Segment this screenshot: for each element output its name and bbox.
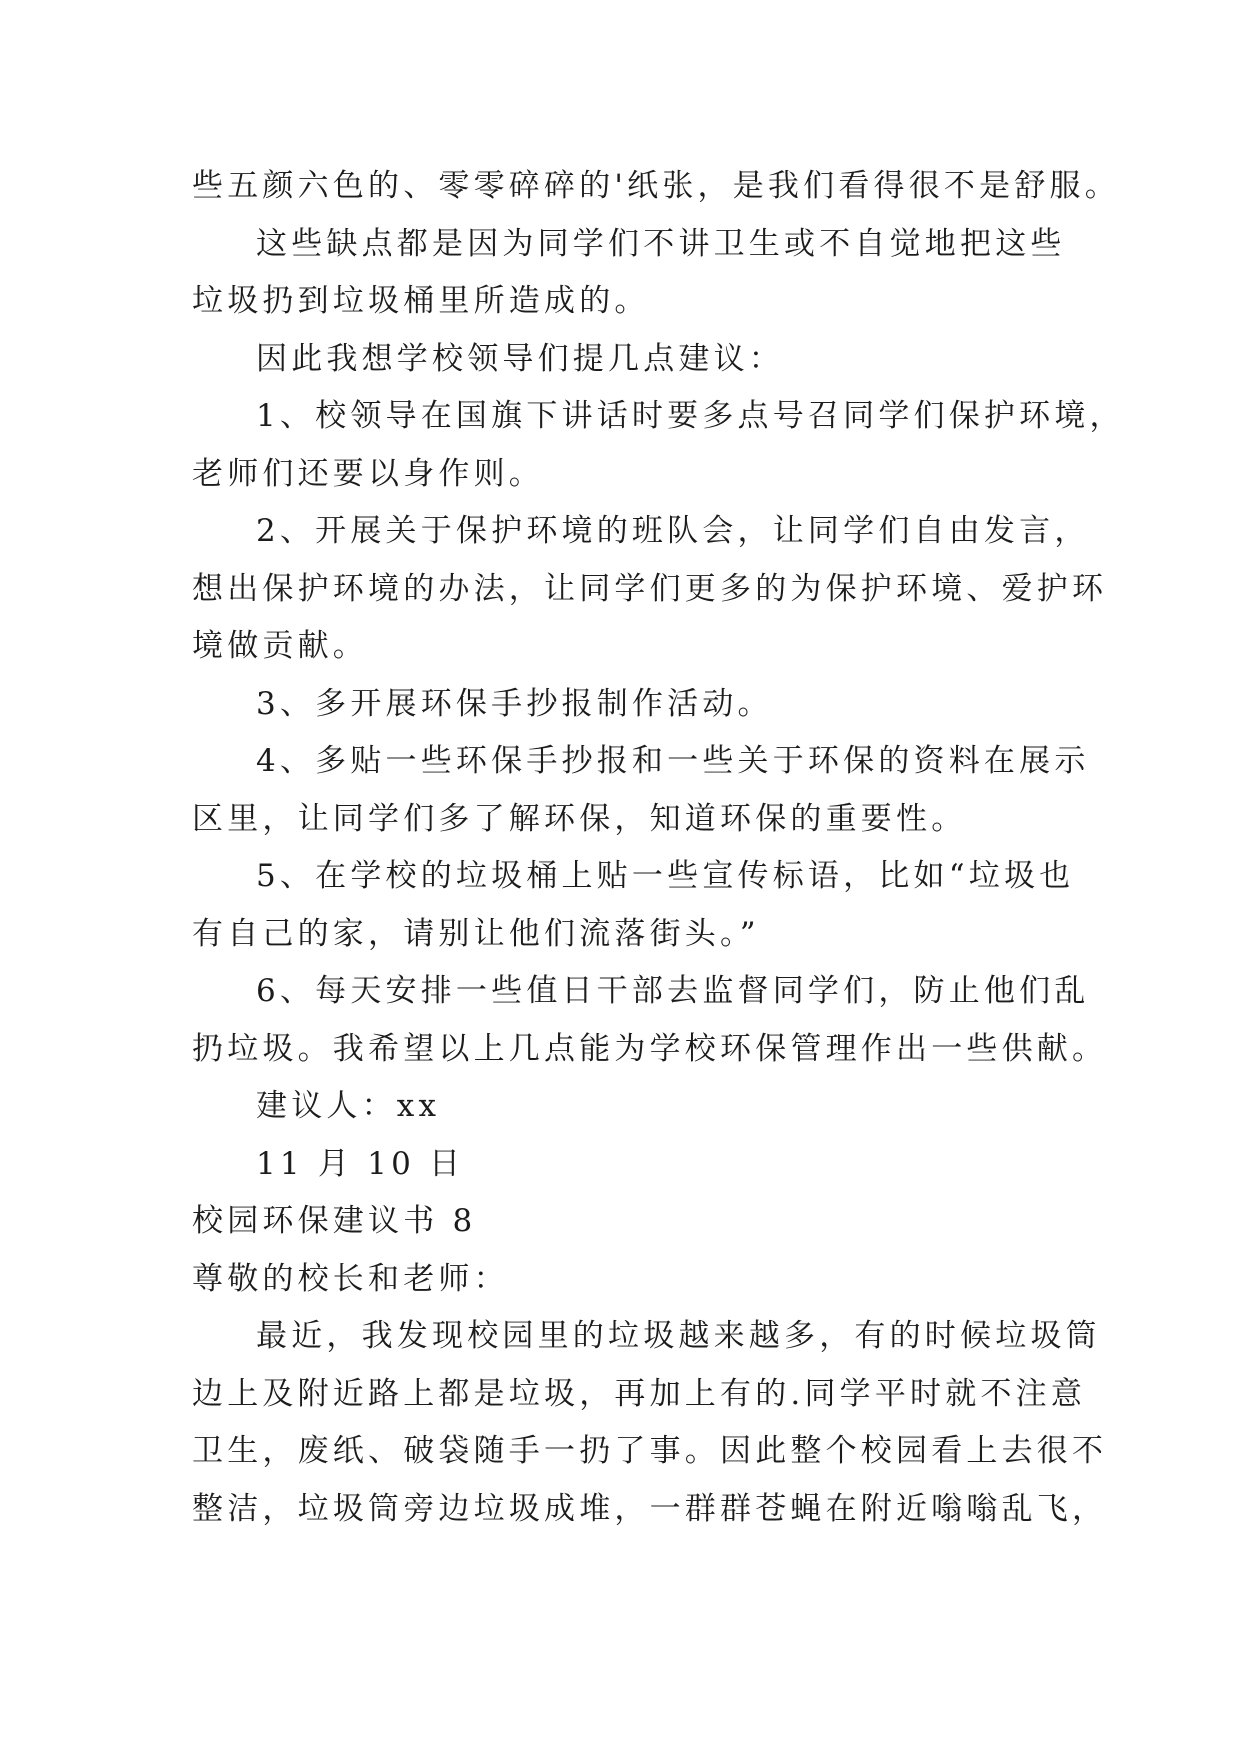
text-line: 整洁，垃圾筒旁边垃圾成堆，一群群苍蝇在附近嗡嗡乱飞， <box>192 1490 1108 1527</box>
text-line: 边上及附近路上都是垃圾，再加上有的.同学平时就不注意 <box>192 1375 1087 1412</box>
suggestion-item: 2、开展关于保护环境的班队会，让同学们自由发言， <box>256 513 1090 549</box>
salutation: 尊敬的校长和老师： <box>192 1260 509 1297</box>
suggestion-item: 6、每天安排一些值日干部去监督同学们，防止他们乱 <box>256 973 1090 1009</box>
text-line: 因此我想学校领导们提几点建议： <box>256 340 784 377</box>
section-title: 校园环保建议书 8 <box>192 1203 477 1239</box>
text-line: 最近，我发现校园里的垃圾越来越多，有的时候垃圾筒 <box>256 1318 1101 1354</box>
suggestion-item: 1、校领导在国旗下讲话时要多点号召同学们保护环境， <box>256 398 1125 434</box>
text-line: 这些缺点都是因为同学们不讲卫生或不自觉地把这些 <box>256 225 1066 262</box>
text-line: 区里，让同学们多了解环保，知道环保的重要性。 <box>192 800 967 837</box>
text-line: 有自己的家，请别让他们流落街头。” <box>192 915 760 952</box>
text-line: 老师们还要以身作则。 <box>192 455 544 492</box>
date-line: 11 月 10 日 <box>256 1145 465 1182</box>
text-line: 些五颜六色的、零零碎碎的'纸张，是我们看得很不是舒服。 <box>192 168 1120 204</box>
text-line: 卫生，废纸、破袋随手一扔了事。因此整个校园看上去很不 <box>192 1433 1108 1469</box>
suggestion-item: 3、多开展环保手抄报制作活动。 <box>256 685 773 722</box>
suggestion-item: 4、多贴一些环保手抄报和一些关于环保的资料在展示 <box>256 743 1090 779</box>
signature-line: 建议人：xx <box>256 1088 441 1124</box>
text-line: 想出保护环境的办法，让同学们更多的为保护环境、爱护环 <box>192 570 1108 607</box>
text-line: 境做贡献。 <box>192 628 368 664</box>
text-line: 垃圾扔到垃圾桶里所造成的。 <box>192 283 650 319</box>
document-body <box>192 158 1125 1538</box>
suggestion-item: 5、在学校的垃圾桶上贴一些宣传标语，比如“垃圾也 <box>256 858 1075 894</box>
text-line: 扔垃圾。我希望以上几点能为学校环保管理作出一些供献。 <box>192 1030 1108 1067</box>
